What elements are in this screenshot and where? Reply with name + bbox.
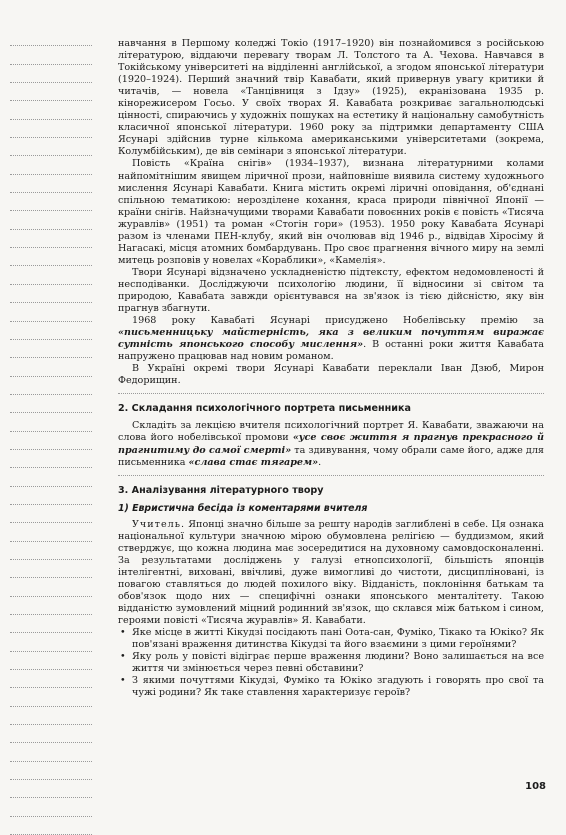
note-line — [10, 780, 92, 798]
question-text: Яке місце в житті Кікудзі посідають пані Оота-сан, Фуміко, Тікако та Юкіко? Як пов'язані враження дитинства Кікудзі та його взаємини з цими героїнями? — [132, 627, 544, 651]
question-list — [118, 627, 544, 699]
note-line — [10, 450, 92, 468]
page-number: 108 — [525, 781, 546, 792]
note-line — [10, 762, 92, 780]
fame-quote: «слава стає тягарем» — [188, 456, 319, 468]
bullet-icon: • — [120, 675, 126, 687]
note-line — [10, 65, 92, 83]
note-line — [10, 340, 92, 358]
note-line — [10, 322, 92, 340]
note-line — [10, 725, 92, 743]
note-line — [10, 211, 92, 229]
note-line — [10, 798, 92, 816]
notes-margin — [0, 28, 100, 835]
note-line — [10, 542, 92, 560]
bio-paragraph-5: В Україні окремі твори Ясунарі Кавабати переклали Іван Дзюб, Мирон Федорищин. — [118, 363, 544, 387]
task-text-end: . — [318, 456, 322, 468]
speech-quote: «усе своє життя я прагнув прекрасного й прагнитиму до самої смерті» — [118, 432, 544, 456]
divider — [118, 393, 544, 394]
bio-paragraph-1: навчання в Першому коледжі Токіо (1917–1920) він познайомився з російською літературою, віддаючи перевагу творам Л. Толстого та А. Чехова. Навчався в Токійському університеті на відділенні англійської, а згодом японської літератури (1920–1924). Перший значний твір Кавабати, який привернув увагу критики й читачів, — новела «Танцівниця з Ідзу» (1925), екранізована 1935 р. кінорежисером Госьо. У своїх творах Я. Кавабата розкриває загальнолюдські цінності, спираючись у художніх пошуках на естетику й національну самобутність класичної японської літератури. 1960 року за підтримки департаменту США Ясунарі здійснив турне кількома американськими університетами (зокрема, Колумбійським), де вів семінари з японської літератури. — [118, 38, 544, 158]
note-line — [10, 633, 92, 651]
question-text: Яку роль у повісті відіграє перше враження людини? Воно залишається на все життя чи змінюється через певні обставини? — [132, 651, 544, 675]
section-3-subheading: 1) Евристична бесіда із коментарями вчителя — [118, 502, 368, 514]
section-2-text — [118, 420, 544, 468]
question-text: З якими почуттями Кікудзі, Фуміко та Юкіко згадують і говорять про свої та чужі родини? Як таке ставлення характеризує героїв? — [132, 675, 544, 699]
note-line — [10, 817, 92, 835]
section-3-heading: 3. Аналізування літературного твору — [118, 484, 324, 496]
section-2-heading: 2. Складання психологічного портрета письменника — [118, 403, 411, 415]
nobel-text: 1968 року Кавабаті Ясунарі присуджено Нобелівську премію за — [132, 315, 544, 327]
question-item — [118, 651, 544, 675]
note-line — [10, 505, 92, 523]
note-line — [10, 670, 92, 688]
note-line — [10, 395, 92, 413]
note-line — [10, 743, 92, 761]
note-line — [10, 248, 92, 266]
page-content — [118, 38, 544, 699]
note-line — [10, 432, 92, 450]
bio-paragraph-3: Твори Ясунарі відзначено ускладненістю підтексту, ефектом недомовленості й несподіванки. Досліджуючи психологію людини, її відносини зі світом та природою, Кавабата завжди орієнтувався на зв'язок із тією дійсністю, яку він прагнув збагнути. — [118, 266, 544, 315]
note-line — [10, 156, 92, 174]
note-line — [10, 46, 92, 64]
note-line — [10, 193, 92, 211]
nobel-text-end: . В останні роки життя Кавабата напружено працював над новим романом. — [118, 339, 544, 363]
note-line — [10, 120, 92, 138]
note-line — [10, 688, 92, 706]
bio-paragraph-4 — [118, 315, 544, 363]
question-item — [118, 627, 544, 651]
note-line — [10, 266, 92, 284]
note-line — [10, 615, 92, 633]
note-line — [10, 578, 92, 596]
note-line — [10, 83, 92, 101]
note-line — [10, 138, 92, 156]
note-line — [10, 560, 92, 578]
bullet-icon: • — [120, 627, 126, 639]
bullet-icon: • — [120, 651, 126, 663]
note-line — [10, 487, 92, 505]
note-line — [10, 413, 92, 431]
teacher-label: Учитель. — [132, 518, 186, 530]
note-line — [10, 707, 92, 725]
note-line — [10, 101, 92, 119]
nobel-quote: «письменницьку майстерність, яка з великим почуттям виражає сутність японського способу мислення» — [118, 327, 544, 351]
note-line — [10, 652, 92, 670]
teacher-comment — [118, 519, 544, 627]
note-line — [10, 358, 92, 376]
note-line — [10, 523, 92, 541]
note-line — [10, 285, 92, 303]
note-line — [10, 28, 92, 46]
task-text: Складіть за лекцією вчителя психологічний портрет Я. Кавабати, зважаючи на слова його нобелівської промови — [118, 420, 544, 444]
note-line — [10, 377, 92, 395]
note-line — [10, 230, 92, 248]
bio-paragraph-2: Повість «Країна снігів» (1934–1937), визнана літературними колами найпомітнішим явищем ліричної прози, найповніше виявила систему художнього мислення Ясунарі Кавабати. Книга містить окремі ліричні оповідання, об'єднані спільною тематикою: нерозділене кохання, краса природи північної Японії — країни снігів. Найзначущими творами Кавабати повоєнних років є повість «Тисяча журавлів» (1951) та роман «Стогін гори» (1953). 1950 року Кавабата Ясунарі разом із членами ПЕН-клубу, який він очолював від 1946 р., відвідав Хіросіму й Нагасакі, місця атомних бомбардувань. Про своє прагнення вічного миру на землі митець розповів у новелах «Кораблики», «Камелія». — [118, 158, 544, 266]
task-text-mid: та здивування, чому обрали саме його, адже для письменника — [118, 444, 544, 468]
note-line — [10, 175, 92, 193]
question-item — [118, 675, 544, 699]
teacher-text: Японці значно більше за решту народів заглиблені в себе. Ця ознака національної культури значною мірою обумовлена релігією — буддизмом, який стверджує, що кожна людина має зосередитися на духовному самовдосконаленні. За результатами досліджень у галузі етнопсихології, більшість японців інтелігентні, виховані, ввічливі, дуже вимогливі до чистоти, дисципліновані, із повагою ставляться до людей похилого віку. Відданість, поклоніння батькам та обов'язок щодо них — специфічні ознаки японського менталітету. Такою відданістю зумовлений міцний родинний зв'язок, що склався між батьком і сином, героями повісті «Тисяча журавлів» Я. Кавабати. — [118, 518, 544, 627]
note-line — [10, 468, 92, 486]
note-line — [10, 597, 92, 615]
divider — [118, 475, 544, 476]
note-line — [10, 303, 92, 321]
